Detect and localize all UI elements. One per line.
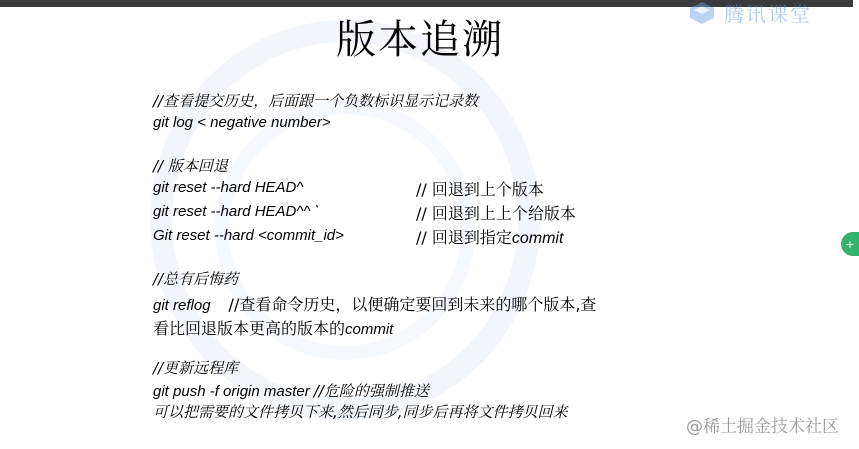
reset-note-3-code: commit bbox=[511, 230, 564, 247]
push-line-2: 可以把需要的文件拷贝下来,然后同步,同步后再将文件拷贝回来 bbox=[153, 403, 568, 421]
reflog-description-1: //查看命令历史，以便确定要回到未来的哪个版本,查 bbox=[228, 295, 597, 314]
push-line-1 bbox=[153, 380, 429, 401]
log-comment: //查看提交历史，后面跟一个负数标识显示记录数 bbox=[153, 92, 479, 110]
reset-note-2 bbox=[416, 201, 576, 224]
side-plus-button[interactable] bbox=[841, 232, 859, 256]
reset-note-3-text: // 回退到指定 bbox=[416, 228, 512, 247]
reflog-command: git reflog bbox=[153, 297, 211, 314]
reset-comment: // 版本回退 bbox=[153, 157, 228, 175]
reset-command-3: Git reset --hard <commit_id> bbox=[153, 227, 344, 244]
reset-note-2-text: // 回退到上上个给版本 bbox=[416, 204, 576, 223]
plus-icon: + bbox=[845, 237, 855, 251]
reflog-description-2-code: commit bbox=[345, 321, 394, 338]
reset-note-3 bbox=[416, 225, 563, 248]
push-command: git push -f origin master bbox=[153, 383, 310, 400]
reset-note-1 bbox=[416, 177, 544, 200]
push-comment: //更新远程库 bbox=[153, 359, 239, 377]
push-description: //危险的强制推送 bbox=[313, 382, 429, 400]
reset-command-1: git reset --hard HEAD^ bbox=[153, 179, 304, 196]
reflog-line-1 bbox=[153, 292, 596, 315]
brand-name: 腾讯课堂 bbox=[724, 1, 812, 26]
reset-command-2: git reset --hard HEAD^^ ` bbox=[153, 203, 320, 220]
reset-note-1-text: // 回退到上个版本 bbox=[416, 180, 544, 199]
watermark: @稀土掘金技术社区 bbox=[686, 417, 839, 437]
log-command: git log < negative number> bbox=[153, 114, 331, 131]
reflog-line-2 bbox=[153, 316, 393, 339]
reflog-description-2: 看比回退版本更高的版本的 bbox=[153, 319, 346, 338]
page-title: 版本追溯 bbox=[336, 17, 504, 63]
reflog-comment: //总有后悔药 bbox=[153, 270, 239, 288]
